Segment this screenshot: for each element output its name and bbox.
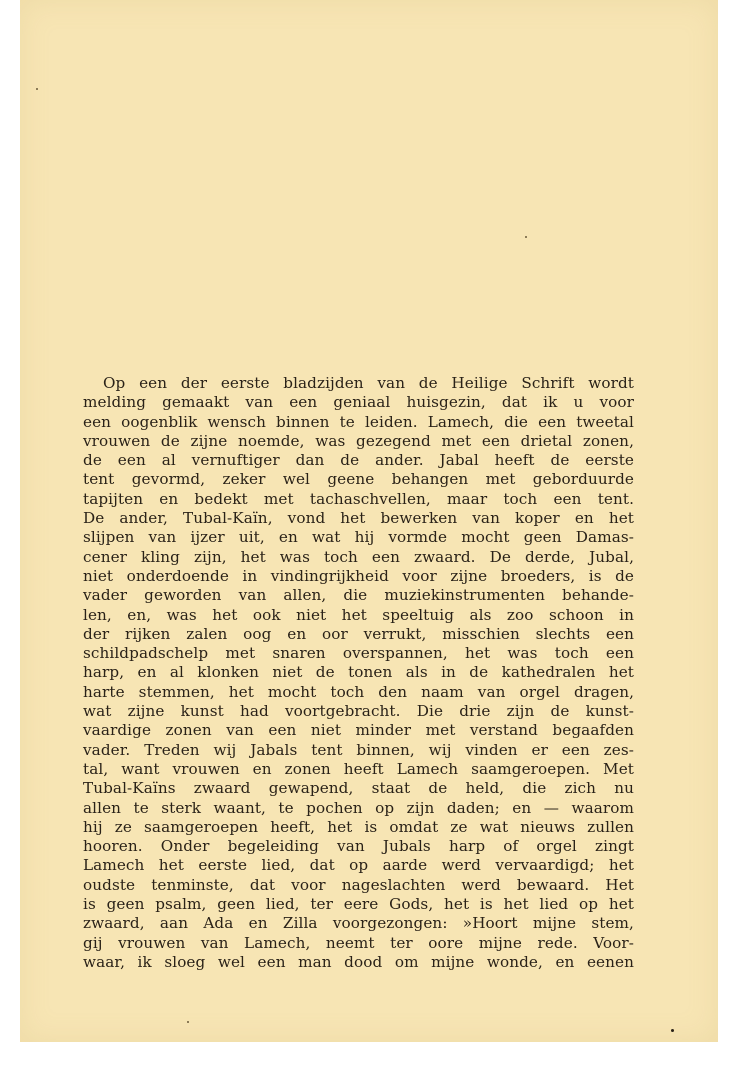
text-line: gij vrouwen van Lamech, neemt ter oore mijne rede. Voor- [83, 933, 634, 952]
text-line: vader. Treden wij Jabals tent binnen, wij vinden er een zes- [83, 740, 634, 759]
text-line: tal, want vrouwen en zonen heeft Lamech saamgeroepen. Met [83, 759, 634, 778]
text-line: is geen psalm, geen lied, ter eere Gods, het is het lied op het [83, 895, 634, 914]
page-speck-4 [671, 1029, 674, 1032]
text-line: vader geworden van allen, die muziekinstrumenten behande- [83, 586, 634, 605]
text-line: harte stemmen, het mocht toch den naam van orgel dragen, [83, 682, 634, 701]
text-line: schildpadschelp met snaren overspannen, het was toch een [83, 644, 634, 663]
text-line: der rijken zalen oog en oor verrukt, misschien slechts een [83, 624, 634, 643]
text-line: cener kling zijn, het was toch een zwaard. De derde, Jubal, [83, 547, 634, 566]
text-line: hooren. Onder begeleiding van Jubals harp of orgel zingt [83, 837, 634, 856]
text-line: zwaard, aan Ada en Zilla voorgezongen: »Hoort mijne stem, [83, 914, 634, 933]
text-line: Lamech het eerste lied, dat op aarde werd vervaardigd; het [83, 856, 634, 875]
text-line: harp, en al klonken niet de tonen als in de kathedralen het [83, 663, 634, 682]
text-line: wat zijne kunst had voortgebracht. Die drie zijn de kunst- [83, 702, 634, 721]
text-line: tent gevormd, zeker wel geene behangen met geborduurde [83, 470, 634, 489]
text-line: allen te sterk waant, te pochen op zijn daden; en — waarom [83, 798, 634, 817]
text-line: len, en, was het ook niet het speeltuig als zoo schoon in [83, 605, 634, 624]
text-line: De ander, Tubal-Kaïn, vond het bewerken van koper en het [83, 509, 634, 528]
text-line: vrouwen de zijne noemde, was gezegend met een drietal zonen, [83, 431, 634, 450]
text-line: melding gemaakt van een geniaal huisgezin, dat ik u voor [83, 393, 634, 412]
page-speck-1 [36, 88, 38, 90]
text-line: vaardige zonen van een niet minder met verstand begaafden [83, 721, 634, 740]
body-paragraph [83, 374, 634, 972]
text-line: hij ze saamgeroepen heeft, het is omdat ze wat nieuws zullen [83, 817, 634, 836]
text-line: oudste tenminste, dat voor nageslachten werd bewaard. Het [83, 875, 634, 894]
text-line: Op een der eerste bladzijden van de Heilige Schrift wordt [103, 374, 634, 392]
text-line: Tubal-Kaïns zwaard gewapend, staat de held, die zich nu [83, 779, 634, 798]
text-line: een oogenblik wensch binnen te leiden. Lamech, die een tweetal [83, 412, 634, 431]
text-line: de een al vernuftiger dan de ander. Jabal heeft de eerste [83, 451, 634, 470]
text-line: slijpen van ijzer uit, en wat hij vormde mocht geen Damas- [83, 528, 634, 547]
text-line: niet onderdoende in vindingrijkheid voor zijne broeders, is de [83, 566, 634, 585]
book-page [20, 0, 718, 1042]
text-line: tapijten en bedekt met tachaschvellen, maar toch een tent. [83, 489, 634, 508]
text-line: waar, ik sloeg wel een man dood om mijne wonde, en eenen [83, 952, 634, 971]
page-speck-3 [187, 1021, 189, 1023]
page-speck-2 [525, 236, 527, 238]
